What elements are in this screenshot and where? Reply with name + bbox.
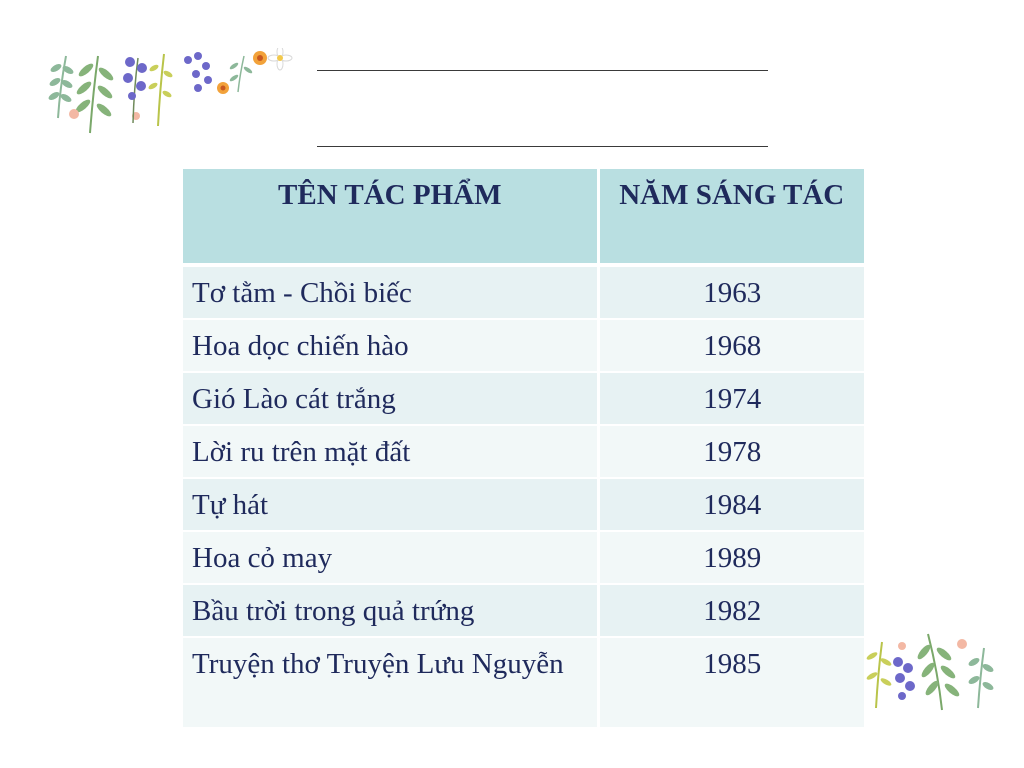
work-title: Tơ tằm - Chồi biếc: [183, 265, 598, 319]
floral-decoration-top-icon: [48, 48, 298, 138]
work-year: 1978: [598, 425, 864, 478]
work-year: 1982: [598, 584, 864, 637]
table-row: [183, 531, 864, 584]
table-row: [183, 319, 864, 372]
work-title: Hoa cỏ may: [183, 531, 598, 584]
work-year: 1963: [598, 265, 864, 319]
work-title: Bầu trời trong quả trứng: [183, 584, 598, 637]
work-year: 1984: [598, 478, 864, 531]
work-title: Gió Lào cát trắng: [183, 372, 598, 425]
work-year: 1985: [598, 637, 864, 728]
table-row: [183, 637, 864, 728]
table-row: [183, 372, 864, 425]
table-row: [183, 425, 864, 478]
work-year: 1989: [598, 531, 864, 584]
work-title: Lời ru trên mặt đất: [183, 425, 598, 478]
work-year: 1968: [598, 319, 864, 372]
work-title: Truyện thơ Truyện Lưu Nguyễn: [183, 637, 598, 728]
title-line-2: [317, 146, 768, 147]
table-row: [183, 584, 864, 637]
work-title: Tự hát: [183, 478, 598, 531]
table-header-row: [183, 169, 864, 265]
work-title: Hoa dọc chiến hào: [183, 319, 598, 372]
works-table: [183, 169, 864, 729]
title-line-1: [317, 70, 768, 71]
table-row: [183, 265, 864, 319]
work-year: 1974: [598, 372, 864, 425]
header-year: NĂM SÁNG TÁC: [598, 169, 864, 265]
floral-decoration-bottom-icon: [862, 628, 994, 712]
header-title: TÊN TÁC PHẨM: [183, 169, 598, 265]
table-row: [183, 478, 864, 531]
